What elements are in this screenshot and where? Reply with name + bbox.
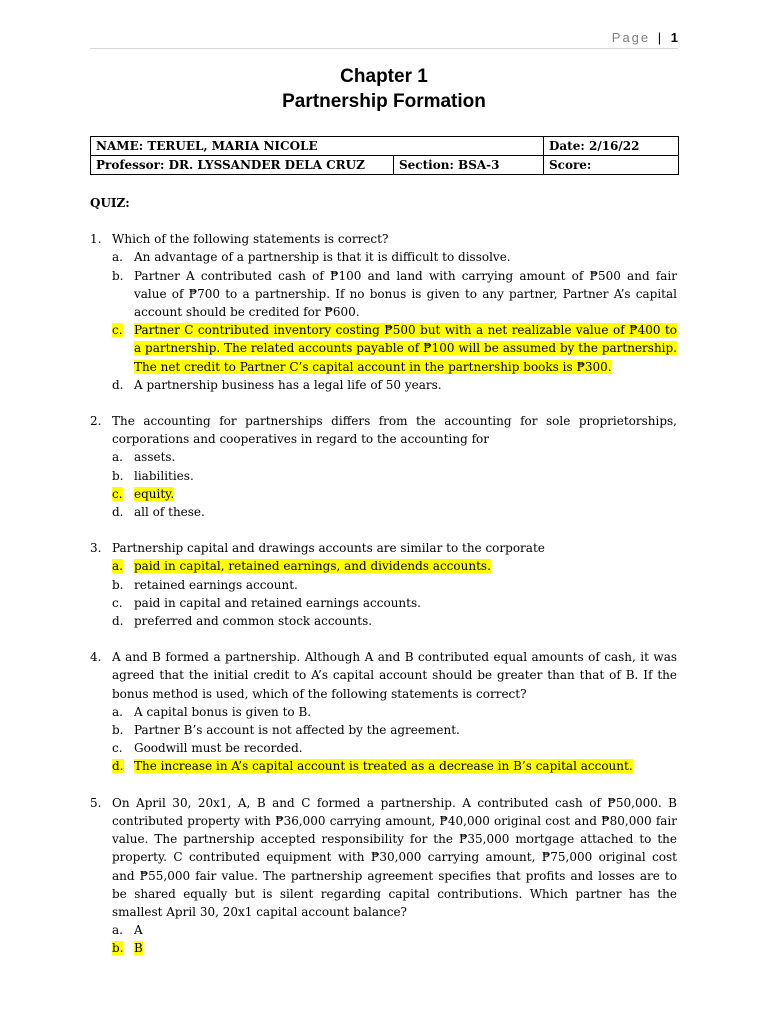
choice-b: [112, 576, 677, 594]
choice-a-highlighted: [112, 557, 677, 575]
choice-c-highlighted: [112, 485, 677, 503]
choice-text: preferred and common stock accounts.: [134, 614, 373, 629]
question-number: 3.: [90, 541, 102, 556]
choice-text: Goodwill must be recorded.: [134, 741, 303, 756]
choice-label: b.: [112, 723, 124, 738]
question-text: On April 30, 20x1, A, B and C formed a partnership. A contributed cash of ₱50,000. B contributed property with ₱36,000 carrying amount, ₱40,000 original cost and ₱80,000 fair value. The partnership accepted responsibility for the ₱35,000 mortgage attached to the property. C contributed equipment with ₱30,000 carrying amount, ₱75,000 original cost and ₱55,000 fair value. The partnership agreement specifies that profits and losses are to be shared equally but is silent regarding capital contributions. Which partner has the smallest April 30, 20x1 capital account balance?: [112, 795, 677, 919]
choice-label: a.: [112, 250, 123, 265]
choice-list: [112, 921, 677, 957]
choice-text: B: [134, 941, 143, 956]
question-5: [90, 794, 677, 958]
choice-a: [112, 703, 677, 721]
question-3: [90, 539, 677, 630]
quiz-content: [90, 194, 677, 976]
choice-label: d.: [112, 614, 124, 629]
choice-text: A partnership business has a legal life of 50 years.: [134, 377, 442, 392]
choice-label: d.: [112, 505, 124, 520]
choice-text: equity.: [134, 486, 175, 501]
choice-b: [112, 467, 677, 485]
choice-text: Partner B’s account is not affected by the agreement.: [134, 723, 460, 738]
choice-d-highlighted: [112, 757, 677, 775]
choice-label: a.: [112, 559, 123, 574]
question-list: [90, 230, 677, 957]
choice-label: c.: [112, 741, 123, 756]
student-name: NAME: TERUEL, MARIA NICOLE: [91, 137, 544, 156]
question-4: [90, 648, 677, 775]
choice-text: assets.: [134, 450, 176, 465]
choice-text: An advantage of a partnership is that it is difficult to dissolve.: [134, 250, 511, 265]
question-1: [90, 230, 677, 394]
question-text: The accounting for partnerships differs from the accounting for sole proprietorships, corporations and cooperatives in regard to the accounting for: [112, 414, 677, 447]
score: Score:: [544, 156, 679, 175]
choice-label: c.: [112, 595, 123, 610]
choice-label: b.: [112, 268, 124, 283]
choice-label: d.: [112, 759, 124, 774]
title-block: [0, 64, 768, 114]
question-2: [90, 412, 677, 521]
choice-b: [112, 267, 677, 322]
choice-d: [112, 612, 677, 630]
question-number: 4.: [90, 650, 102, 665]
page-header: Page | 1: [90, 30, 678, 49]
choice-list: [112, 448, 677, 521]
choice-list: [112, 248, 677, 394]
question-number: 1.: [90, 232, 102, 247]
question-text: Which of the following statements is correct?: [112, 232, 389, 247]
chapter-title: Chapter 1: [340, 66, 428, 87]
choice-text: Partner A contributed cash of ₱100 and land with carrying amount of ₱500 and fair value of ₱700 to a partnership. If no bonus is given to any partner, Partner A’s capital account should be credited for ₱600.: [134, 268, 677, 320]
question-text: Partnership capital and drawings accounts are similar to the corporate: [112, 541, 545, 556]
choice-d: [112, 376, 677, 394]
choice-list: [112, 557, 677, 630]
choice-c-highlighted: [112, 321, 677, 376]
choice-label: a.: [112, 923, 123, 938]
choice-a: [112, 921, 677, 939]
choice-b: [112, 721, 677, 739]
question-text: A and B formed a partnership. Although A and B contributed equal amounts of cash, it was agreed that the initial credit to A’s capital account should be greater than that of B. If the bonus method is used, which of the following statements is correct?: [112, 650, 677, 701]
choice-label: b.: [112, 577, 124, 592]
choice-b-highlighted: [112, 939, 677, 957]
chapter-subtitle: Partnership Formation: [282, 91, 486, 112]
section: Section: BSA-3: [394, 156, 544, 175]
choice-text: liabilities.: [134, 468, 194, 483]
question-number: 2.: [90, 414, 102, 429]
choice-label: c.: [112, 486, 123, 501]
quiz-label: QUIZ:: [90, 196, 130, 210]
choice-text: paid in capital and retained earnings accounts.: [134, 595, 421, 610]
choice-c: [112, 739, 677, 757]
choice-d: [112, 503, 677, 521]
question-number: 5.: [90, 795, 102, 810]
choice-text: Partner C contributed inventory costing ₱500 but with a net realizable value of ₱400 to a partnership. The related accounts payable of ₱100 will be assumed by the partnership. The net credit to Partner C’s capital account in the partnership books is ₱300.: [134, 323, 677, 374]
choice-c: [112, 594, 677, 612]
page-word: Page: [611, 30, 651, 45]
choice-label: b.: [112, 941, 124, 956]
choice-text: A capital bonus is given to B.: [134, 704, 312, 719]
professor-name: Professor: DR. LYSSANDER DELA CRUZ: [91, 156, 394, 175]
choice-text: retained earnings account.: [134, 577, 298, 592]
choice-label: b.: [112, 468, 124, 483]
choice-label: c.: [112, 323, 123, 338]
choice-text: A: [134, 923, 143, 938]
choice-text: all of these.: [134, 505, 205, 520]
choice-label: a.: [112, 704, 123, 719]
choice-text: The increase in A’s capital account is treated as a decrease in B’s capital account.: [134, 759, 633, 774]
choice-a: [112, 248, 677, 266]
quiz-date: Date: 2/16/22: [544, 137, 679, 156]
page-number: 1: [670, 30, 678, 45]
choice-text: paid in capital, retained earnings, and dividends accounts.: [134, 559, 491, 574]
choice-label: a.: [112, 450, 123, 465]
choice-label: d.: [112, 377, 124, 392]
choice-list: [112, 703, 677, 776]
choice-a: [112, 448, 677, 466]
student-info-table: [90, 136, 679, 175]
